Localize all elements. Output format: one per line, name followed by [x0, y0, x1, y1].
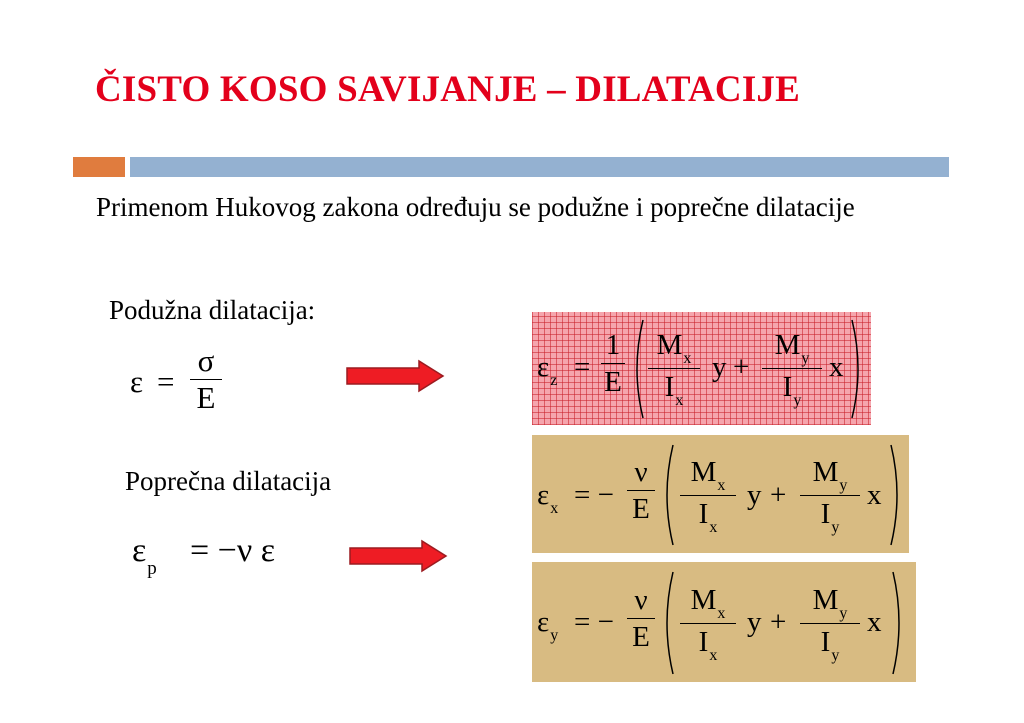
moment-letter: M — [774, 329, 801, 361]
moment-subscript: x — [717, 605, 726, 622]
mx-over-ix — [648, 327, 700, 410]
lhs-subscript: x — [550, 500, 559, 517]
x-variable: x — [867, 606, 882, 638]
formula-box-epsilon-z — [532, 312, 871, 425]
epsilon-p-symbol — [132, 532, 157, 579]
coefficient-numerator: ν — [634, 584, 648, 616]
lhs-subscript: y — [550, 627, 559, 644]
formula-box-epsilon-x — [532, 435, 909, 553]
epsilon-lhs — [537, 606, 559, 644]
inertia-subscript: x — [709, 647, 718, 664]
title-accent-orange — [73, 157, 125, 177]
x-variable: x — [867, 479, 882, 511]
formula-box-epsilon-y — [532, 562, 916, 682]
transverse-rhs: = −ν ε — [190, 532, 275, 569]
stress-over-modulus — [190, 343, 222, 416]
moment-letter: M — [690, 584, 717, 616]
coefficient-numerator: ν — [634, 456, 648, 488]
p-subscript: p — [147, 558, 157, 579]
moment-letter: M — [812, 456, 839, 488]
left-parenthesis — [630, 318, 646, 420]
intro-text: Primenom Hukovog zakona određuju se podužne i poprečne dilatacije — [96, 192, 855, 222]
equals-minus: = − — [574, 606, 614, 638]
moment-letter: M — [690, 456, 717, 488]
right-parenthesis — [849, 318, 865, 420]
inertia-subscript: y — [831, 647, 840, 664]
epsilon-lhs — [537, 351, 558, 389]
epsilon-lhs — [537, 479, 559, 517]
equals-minus: = − — [574, 479, 614, 511]
coefficient-numerator: 1 — [605, 329, 621, 361]
my-over-iy — [762, 327, 822, 410]
epsilon-letter: ε — [132, 532, 147, 569]
right-parenthesis — [888, 443, 904, 547]
moment-subscript: y — [801, 350, 810, 367]
inertia-subscript: x — [709, 519, 718, 536]
y-variable: y — [747, 479, 762, 511]
inertia-letter: I — [698, 498, 709, 530]
moment-letter: M — [812, 584, 839, 616]
sigma-numerator: σ — [197, 343, 215, 378]
my-over-iy — [800, 454, 860, 537]
mx-over-ix — [680, 454, 736, 537]
inertia-letter: I — [664, 371, 675, 403]
modulus-denominator: E — [196, 380, 216, 415]
title-accent-blue — [130, 157, 949, 177]
inertia-letter: I — [820, 626, 831, 658]
epsilon-letter: ε — [537, 479, 550, 511]
equals-sign: = — [157, 364, 175, 399]
coefficient-denominator: E — [632, 621, 650, 653]
y-variable: y — [712, 351, 727, 383]
epsilon-symbol: ε — [130, 364, 144, 399]
epsilon-letter: ε — [537, 606, 550, 638]
inertia-subscript: y — [831, 519, 840, 536]
coefficient-fraction — [601, 327, 625, 400]
moment-subscript: y — [839, 605, 848, 622]
slide-title: ČISTO KOSO SAVIJANJE – DILATACIJE — [95, 69, 800, 110]
y-variable: y — [747, 606, 762, 638]
longitudinal-label: Podužna dilatacija: — [109, 295, 316, 325]
right-arrow-icon — [345, 359, 445, 393]
coefficient-fraction — [627, 454, 655, 527]
moment-letter: M — [656, 329, 683, 361]
moment-subscript: x — [717, 477, 726, 494]
x-variable: x — [829, 351, 844, 383]
inertia-subscript: x — [675, 392, 684, 409]
right-arrow-icon — [348, 539, 448, 573]
inertia-letter: I — [820, 498, 831, 530]
left-parenthesis — [660, 443, 676, 547]
transverse-label: Poprečna dilatacija — [125, 466, 332, 496]
plus-sign: + — [733, 351, 750, 383]
plus-sign: + — [770, 479, 787, 511]
plus-sign: + — [770, 606, 787, 638]
inertia-letter: I — [698, 626, 709, 658]
coefficient-fraction — [627, 582, 655, 655]
inertia-letter: I — [782, 371, 793, 403]
mx-over-ix — [680, 582, 736, 665]
inertia-subscript: y — [793, 392, 802, 409]
lhs-subscript: z — [550, 372, 558, 389]
my-over-iy — [800, 582, 860, 665]
epsilon-letter: ε — [537, 351, 550, 383]
equals-sign: = — [574, 351, 591, 383]
right-parenthesis — [890, 570, 906, 676]
moment-subscript: y — [839, 477, 848, 494]
moment-subscript: x — [683, 350, 692, 367]
left-parenthesis — [660, 570, 676, 676]
coefficient-denominator: E — [632, 493, 650, 525]
coefficient-denominator: E — [604, 366, 622, 398]
